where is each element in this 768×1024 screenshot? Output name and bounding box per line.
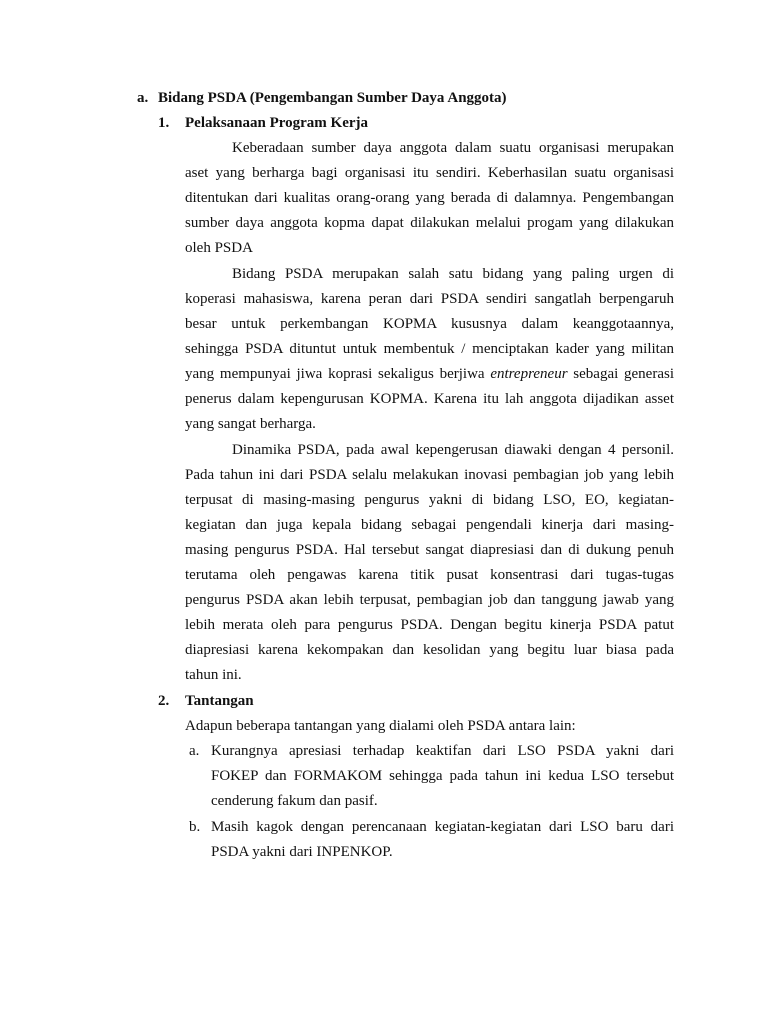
italic-entrepreneur: entrepreneur xyxy=(490,366,568,382)
list-item-b-line: PSDA yakni dari INPENKOP. xyxy=(211,844,393,860)
p3-line: tahun ini. xyxy=(185,667,242,683)
p3-line: Pada tahun ini dari PSDA selalu melakukan inovasi pembagian job yang lebih xyxy=(185,467,674,483)
p1-line: aset yang berharga bagi organisasi itu sendiri. Keberhasilan suatu organisasi xyxy=(185,165,674,181)
item2-title: Tantangan xyxy=(185,693,254,709)
p2-line: yang sangat berharga. xyxy=(185,416,316,432)
list-marker-a: a. xyxy=(189,743,200,759)
p3-line: terpusat di masing-masing pengurus yakni di bidang LSO, EO, kegiatan- xyxy=(185,492,674,508)
p2-line5-after: sebagai generasi xyxy=(567,366,675,382)
p3-line: diapresiasi karena kekompakan dan kesolidan yang begitu luar biasa pada xyxy=(185,642,674,658)
p2-line: penerus dalam kepengurusan KOPMA. Karena itu lah anggota dijadikan asset xyxy=(185,391,674,407)
item1-number: 1. xyxy=(158,115,170,131)
p2-line: koperasi mahasiswa, karena peran dari PSDA sendiri sangatlah berpengaruh xyxy=(185,291,674,307)
list-item-a-line: cenderung fakum dan pasif. xyxy=(211,793,378,809)
item2-intro: Adapun beberapa tantangan yang dialami oleh PSDA antara lain: xyxy=(185,718,576,734)
item2-number: 2. xyxy=(158,693,170,709)
section-marker: a. xyxy=(137,90,149,106)
section-title: Bidang PSDA (Pengembangan Sumber Daya Anggota) xyxy=(158,90,507,106)
p3-line: lebih merata oleh para pengurus PSDA. Dengan begitu kinerja PSDA patut xyxy=(185,617,674,633)
list-item-a-line: FOKEP dan FORMAKOM sehingga pada tahun ini kedua LSO tersebut xyxy=(211,768,674,784)
p2-line5-before: yang mempunyai jiwa koprasi sekaligus berjiwa xyxy=(185,366,491,382)
p3-line: masing pengurus PSDA. Hal tersebut sangat diapresiasi dan di dukung penuh xyxy=(185,542,674,558)
p1-line: oleh PSDA xyxy=(185,240,253,256)
p3-line: kegiatan dan juga kepala bidang sebagai pengendali kinerja dari masing- xyxy=(185,517,674,533)
p1-line: sumber daya anggota kopma dapat dilakukan melalui progam yang dilakukan xyxy=(185,215,674,231)
list-item-b-line: Masih kagok dengan perencanaan kegiatan-kegiatan dari LSO baru dari xyxy=(211,819,674,835)
list-marker-b: b. xyxy=(189,819,201,835)
p2-line: sehingga PSDA dituntut untuk membentuk / menciptakan kader yang militan xyxy=(185,341,674,357)
p3-line: pengurus PSDA akan lebih terpusat, pembagian job dan tanggung jawab yang xyxy=(185,592,674,608)
item1-title: Pelaksanaan Program Kerja xyxy=(185,115,369,131)
p3-line: terutama oleh pengawas karena titik pusat konsentrasi dari tugas-tugas xyxy=(185,567,674,583)
p2-line: besar untuk perkembangan KOPMA kususnya dalam keanggotaannya, xyxy=(185,316,674,332)
p2-line-entrepreneur xyxy=(185,364,674,384)
p2-line: Bidang PSDA merupakan salah satu bidang yang paling urgen di xyxy=(232,266,674,282)
p1-line: Keberadaan sumber daya anggota dalam suatu organisasi merupakan xyxy=(232,140,674,156)
p3-line: Dinamika PSDA, pada awal kepengerusan diawaki dengan 4 personil. xyxy=(232,442,674,458)
p1-line: ditentukan dari kualitas orang-orang yang berada di dalamnya. Pengembangan xyxy=(185,190,674,206)
list-item-a-line: Kurangnya apresiasi terhadap keaktifan dari LSO PSDA yakni dari xyxy=(211,743,674,759)
